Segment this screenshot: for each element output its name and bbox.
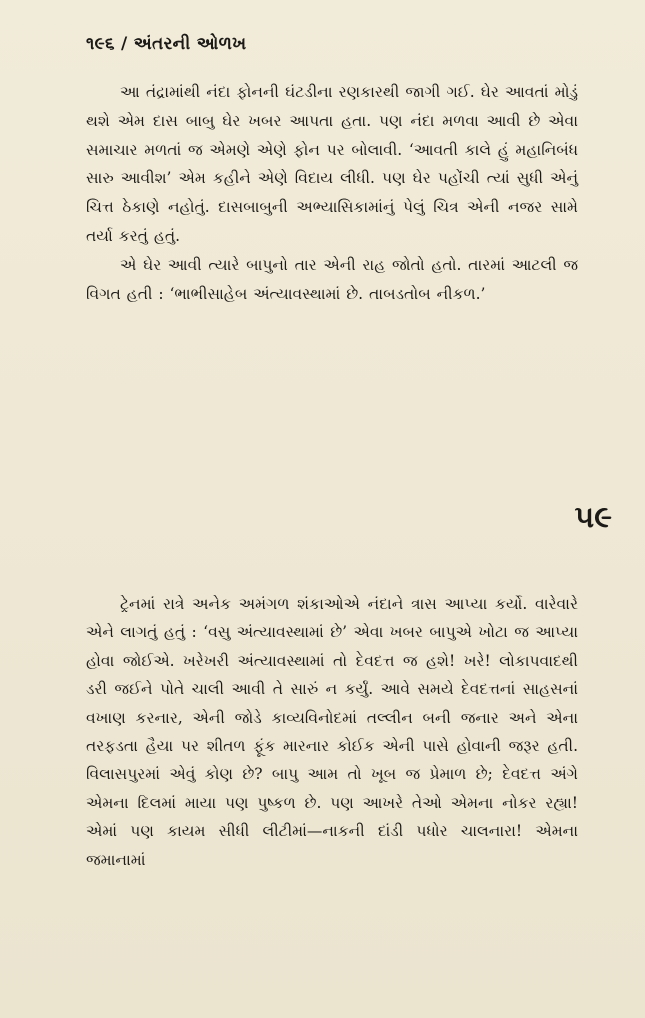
paragraph: એ ઘેર આવી ત્યારે બાપુનો તાર એની રાહ જોતો હતો. તારમાં આટલી જ વિગત હતી : ‘ભાભીસાહેબ અંત્યાવસ્થામાં છે. તાબડતોબ નીકળ.’ xyxy=(86,255,578,303)
chapter-number: ૫૯ xyxy=(574,500,612,535)
paragraph: આ તંદ્રામાંથી નંદા ફોનની ઘંટડીના રણકારથી જાગી ગઈ. ઘેર આવતાં મોડું થશે એમ દાસ બાબુ ઘેર ખબર આપતા હતા. પણ નંદા મળવા આવી છે એવા સમાચાર મળતાં જ એમણે એણે ફોન પર બોલાવી. ‘આવતી કાલે હું મહાનિબંધ સારુ આવીશ’ એમ કહીને એણે વિદાય લીધી. પણ ઘેર પહોંચી ત્યાં સુધી એનું ચિત્ત ઠેકાણે નહોતું. દાસબાબુની અભ્યાસિકામાંનું પેલું ચિત્ર એની નજર સામે તર્યા કરતું હતું. xyxy=(86,83,578,245)
running-head: ૧૯૬ / અંતરની ઓળખ xyxy=(86,34,247,54)
section-1-text xyxy=(86,78,578,308)
section-2-text xyxy=(86,590,578,874)
paragraph: ટ્રેનમાં રાત્રે અનેક અમંગળ શંકાઓએ નંદાને ત્રાસ આપ્યા કર્યો. વારેવારે એને લાગતું હતું : ‘વસુ અંત્યાવસ્થામાં છે’ એવા ખબર બાપુએ ખોટા જ આપ્યા હોવા જોઈએ. ખરેખરી અંત્યાવસ્થામાં તો દેવદત્ત જ હશે! ખરે! લોકાપવાદથી ડરી જઈને પોતે ચાલી આવી તે સારું ન કર્યું. આવે સમયે દેવદત્તનાં સાહસનાં વખાણ કરનાર, એની જોડે કાવ્યવિનોદમાં તલ્લીન બની જનાર અને એના તરફડતા હૈયા પર શીતળ ફૂંક મારનાર કોઈક એની પાસે હોવાની જરૂર હતી. વિલાસપુરમાં એવું કોણ છે? બાપુ આમ તો ખૂબ જ પ્રેમાળ છે; દેવદત્ત અંગે એમના દિલમાં માયા પણ પુષ્કળ છે. પણ આખરે તેઓ એમના નોકર રહ્યા! એમાં પણ કાયમ સીધી લીટીમાં—નાકની દાંડી પધોર ચાલનારા! એમના જમાનામાં xyxy=(86,595,578,869)
